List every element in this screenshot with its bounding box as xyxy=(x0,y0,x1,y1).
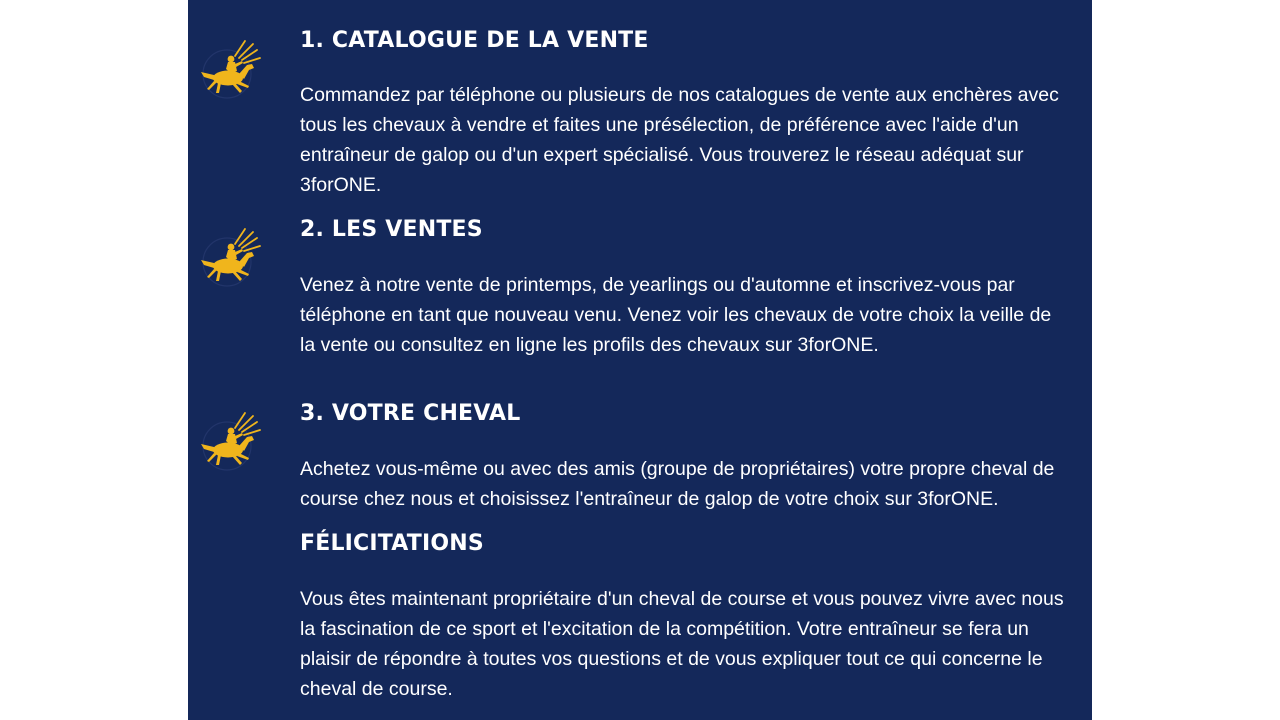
racehorse-jockey-icon xyxy=(195,38,267,102)
step-title: 1. CATALOGUE DE LA VENTE xyxy=(300,28,649,53)
step-description: Achetez vous-même ou avec des amis (groupe de propriétaires) votre propre cheval de course chez nous et choisissez l'entraîneur de galop de votre choix sur 3forONE. xyxy=(300,458,1055,510)
steps-panel xyxy=(188,0,1092,720)
step-title: 3. VOTRE CHEVAL xyxy=(300,401,521,426)
step-description: Vous êtes maintenant propriétaire d'un cheval de course et vous pouvez vivre avec nous la fascination de ce sport et l'excitation de la compétition. Votre entraîneur se fera un plaisir de répondre à toutes vos questions et de vous expliquer tout ce qui concerne le cheval de course. xyxy=(300,588,1064,700)
racehorse-jockey-icon xyxy=(195,410,267,474)
step-description: Commandez par téléphone ou plusieurs de nos catalogues de vente aux enchères avec tous les chevaux à vendre et faites une présélection, de préférence avec l'aide d'un entraîneur de galop ou d'un expert spécialisé. Vous trouverez le réseau adéquat sur 3forONE. xyxy=(300,84,1059,196)
step-title: FÉLICITATIONS xyxy=(300,531,484,556)
step-title: 2. LES VENTES xyxy=(300,217,483,242)
racehorse-jockey-icon xyxy=(195,226,267,290)
step-description: Venez à notre vente de printemps, de yearlings ou d'automne et inscrivez-vous par téléphone en tant que nouveau venu. Venez voir les chevaux de votre choix la veille de la vente ou consultez en ligne les profils des chevaux sur 3forONE. xyxy=(300,274,1052,356)
